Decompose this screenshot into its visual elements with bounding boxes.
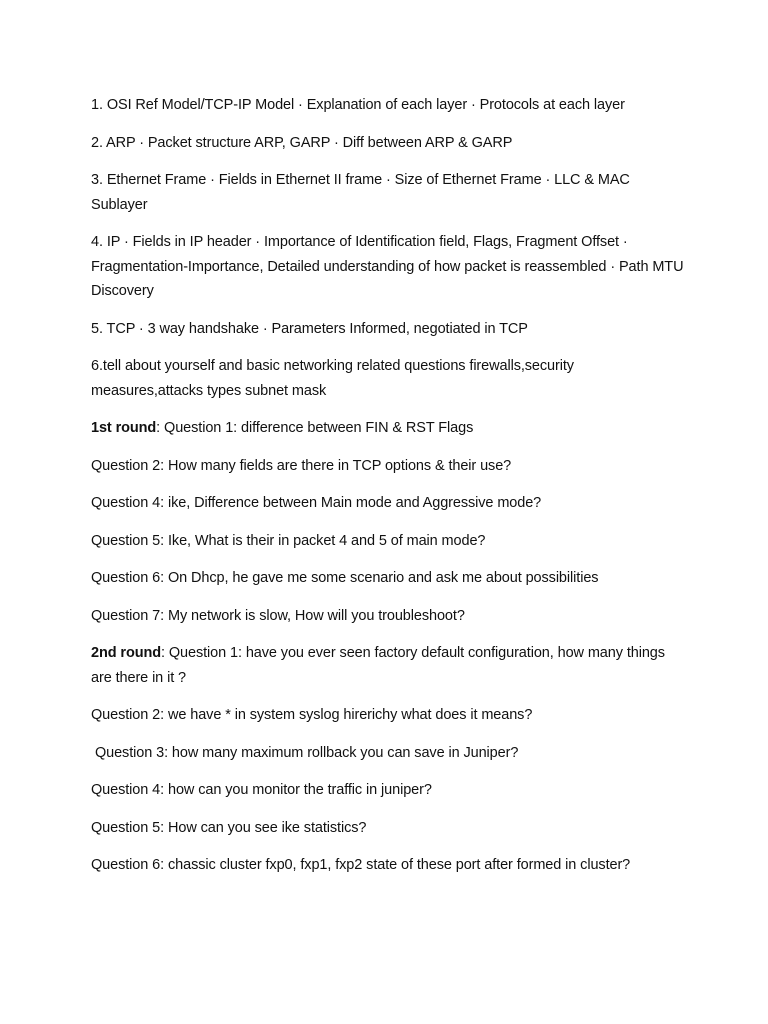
- round1-question-7: Question 7: My network is slow, How will you troubleshoot?: [91, 607, 465, 624]
- round2-question-6: Question 6: chassic cluster fxp0, fxp1, fxp2 state of these port after formed in cluster?: [91, 857, 631, 873]
- round1-question-1: [91, 416, 686, 441]
- topic-ip: 4. IP · Fields in IP header · Importance of Identification field, Flags, Fragment Offset · Fragmentation-Importance, Detailed understanding of how packet is reassembled · Path MTU Discovery: [91, 234, 684, 299]
- document-body: [91, 93, 686, 891]
- topic-arp: 2. ARP · Packet structure ARP, GARP · Diff between ARP & GARP: [91, 134, 513, 151]
- round2-question-5: Question 5: How can you see ike statistics?: [91, 819, 367, 836]
- round1-label: 1st round: [91, 420, 157, 436]
- topic-about-yourself: 6.tell about yourself and basic networking related questions firewalls,security measures,attacks types subnet mask: [91, 358, 574, 399]
- round2-question-4: Question 4: how can you monitor the traffic in juniper?: [91, 782, 432, 798]
- round1-question-4: Question 4: ike, Difference between Main mode and Aggressive mode?: [91, 495, 542, 511]
- round2-question-2: Question 2: we have * in system syslog hirerichy what does it means?: [91, 707, 533, 723]
- topic-osi: 1. OSI Ref Model/TCP-IP Model · Explanation of each layer · Protocols at each layer: [91, 97, 625, 113]
- topic-ethernet: 3. Ethernet Frame · Fields in Ethernet II frame · Size of Ethernet Frame · LLC & MAC Sublayer: [91, 172, 630, 213]
- round2-question-1-text: : Question 1: have you ever seen factory default configuration, how many things are there in it ?: [91, 645, 665, 686]
- round2-label: 2nd round: [91, 645, 161, 661]
- round2-question-3: Question 3: how many maximum rollback you can save in Juniper?: [91, 744, 519, 761]
- round1-question-1-text: : Question 1: difference between FIN & RST Flags: [156, 420, 474, 436]
- round2-question-1: [91, 641, 686, 690]
- topic-tcp: 5. TCP · 3 way handshake · Parameters Informed, negotiated in TCP: [91, 320, 528, 337]
- round1-question-5: Question 5: Ike, What is their in packet 4 and 5 of main mode?: [91, 532, 486, 549]
- round1-question-6: Question 6: On Dhcp, he gave me some scenario and ask me about possibilities: [91, 570, 599, 586]
- round1-question-2: Question 2: How many fields are there in TCP options & their use?: [91, 457, 512, 474]
